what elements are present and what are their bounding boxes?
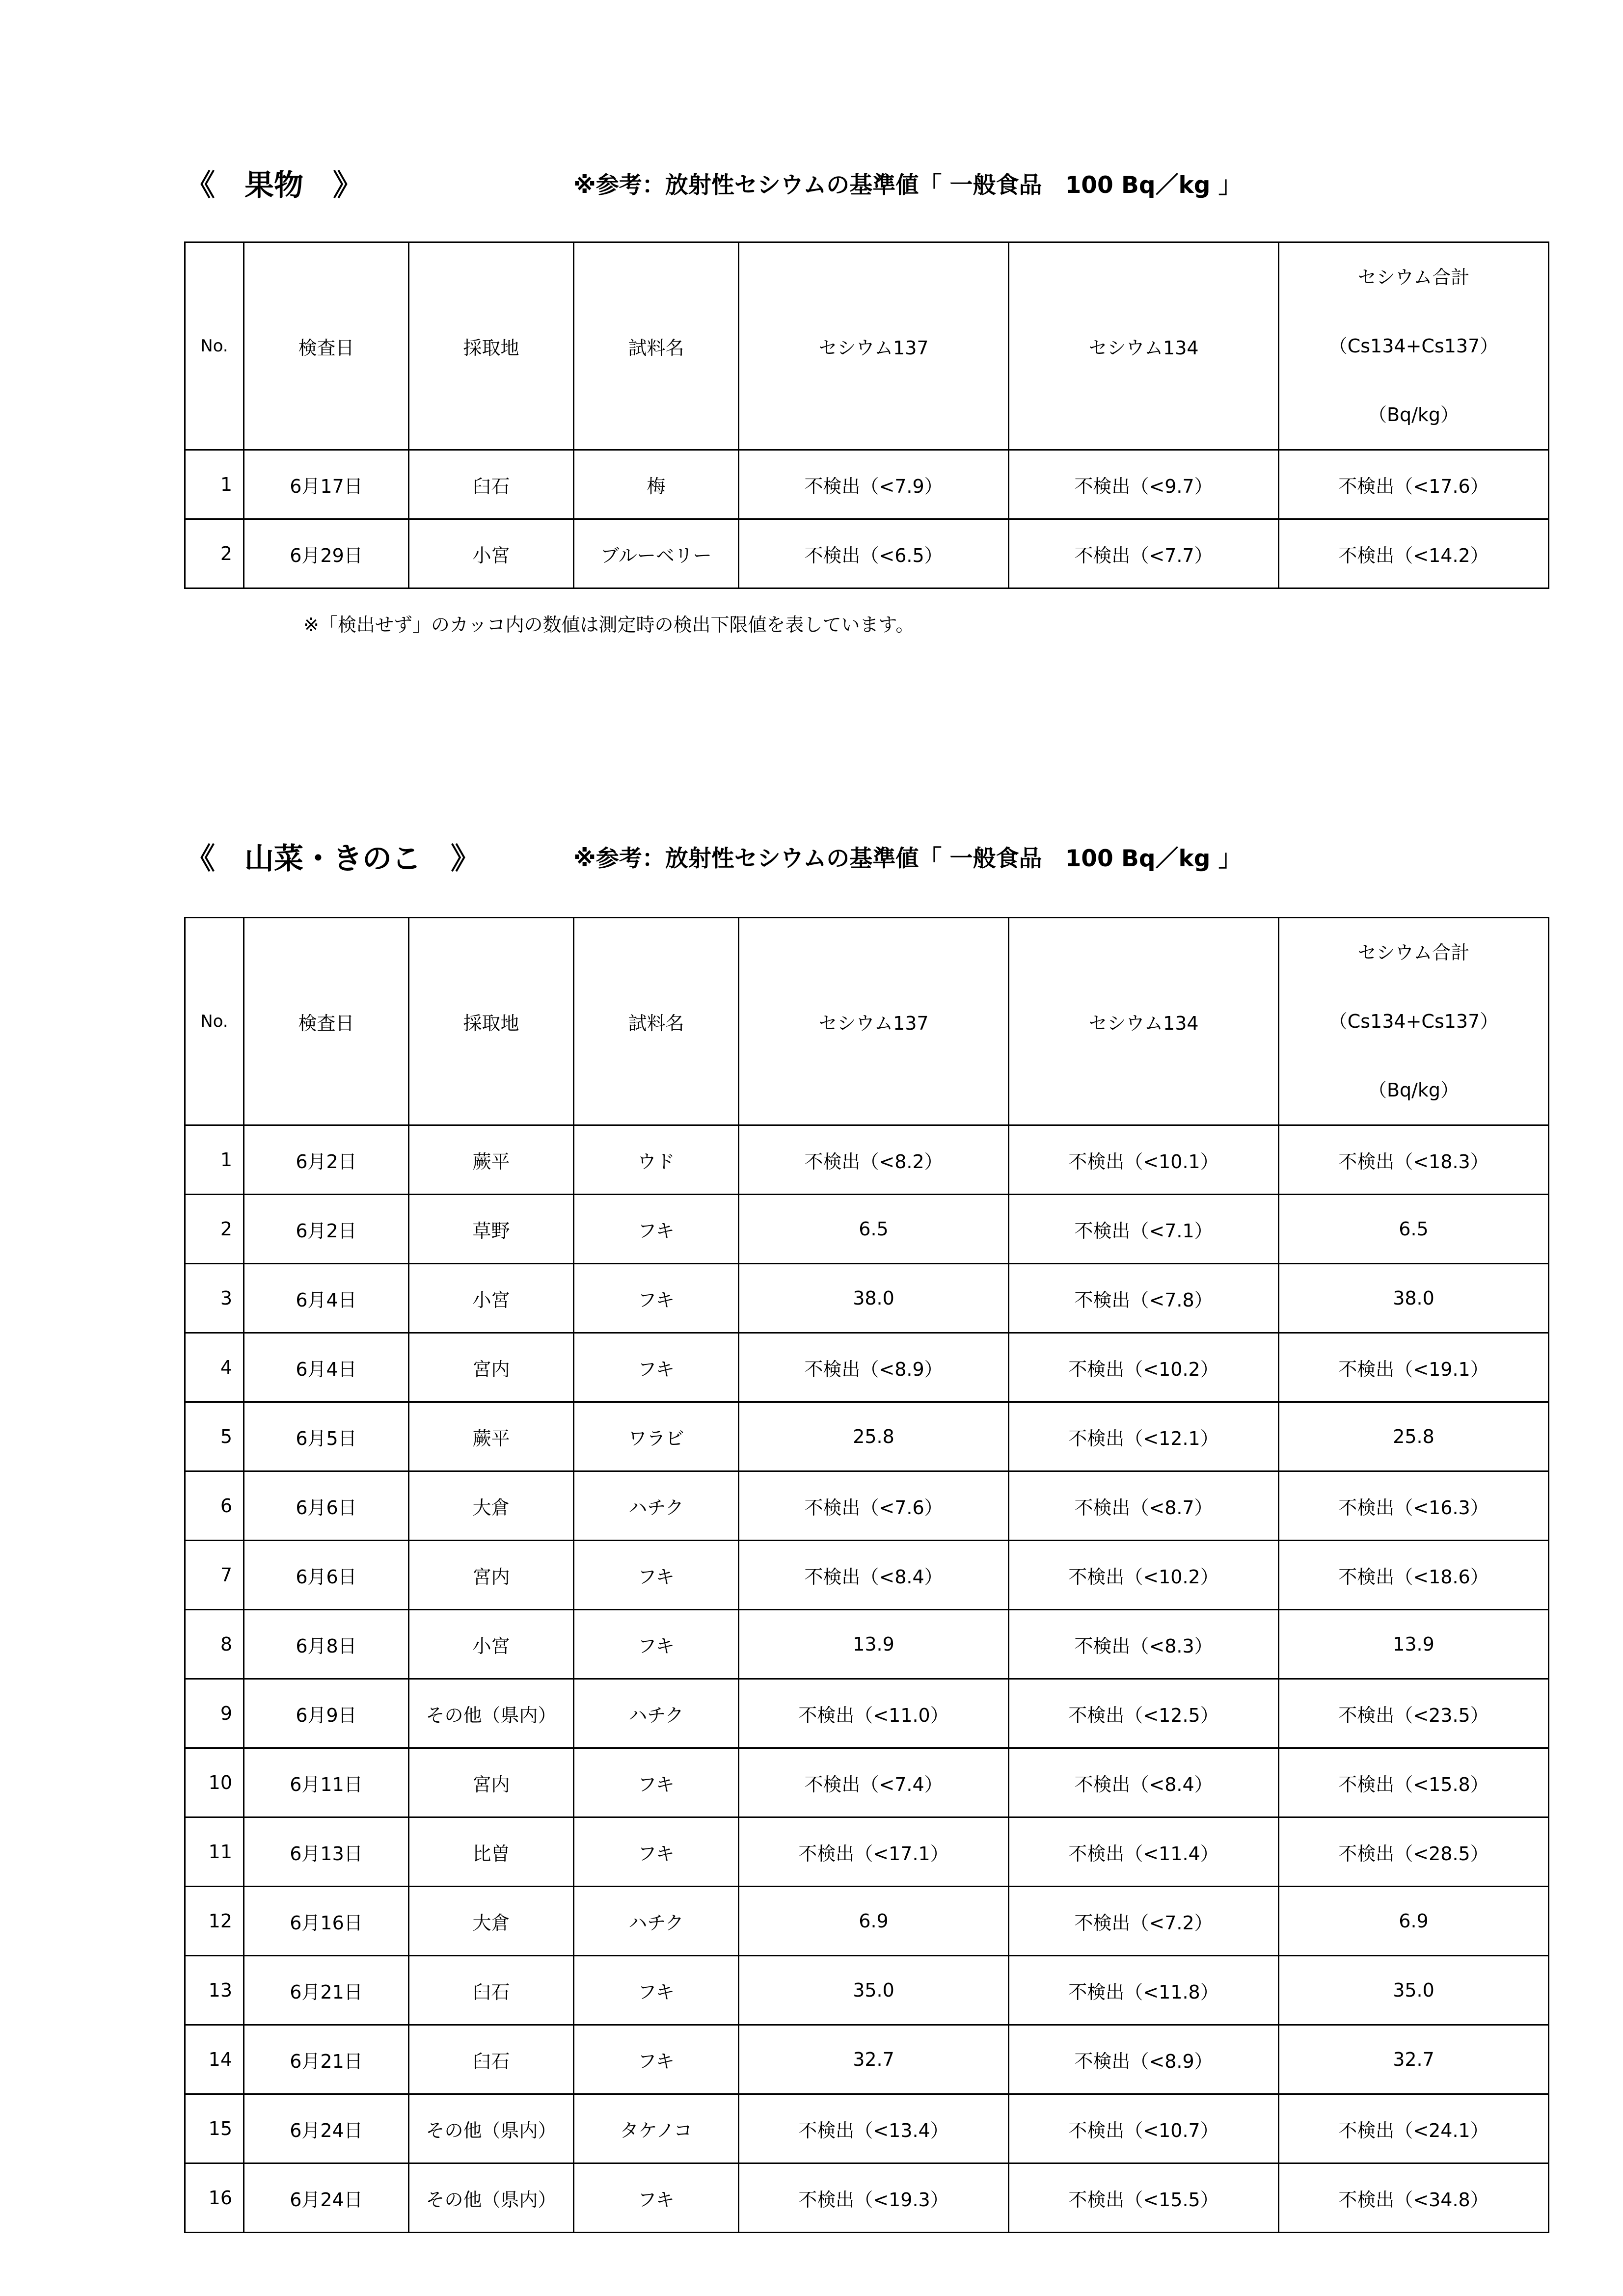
cell-total: 不検出（<18.6） [1279,1541,1549,1610]
table-header-row [185,918,1549,1125]
reference-note: ※参考：放射性セシウムの基準値「 一般食品 100 Bq／kg 」 [573,845,1242,872]
cell-date: 6月13日 [244,1817,409,1887]
cell-total: 25.8 [1279,1402,1549,1471]
cell-total: 不検出（<18.3） [1279,1125,1549,1195]
cell-total: 6.9 [1279,1887,1549,1956]
cell-cs134: 不検出（<10.1） [1009,1125,1279,1195]
cell-date: 6月16日 [244,1887,409,1956]
cell-location: 比曽 [409,1817,574,1887]
table-row [185,2094,1549,2163]
cell-sample: フキ [574,1817,739,1887]
cell-cs137: 6.5 [739,1195,1009,1264]
cell-cs134: 不検出（<15.5） [1009,2163,1279,2233]
cell-date: 6月11日 [244,1748,409,1817]
cell-total: 不検出（<19.1） [1279,1333,1549,1402]
cell-cs134: 不検出（<10.2） [1009,1333,1279,1402]
cell-no: 15 [185,2094,244,2163]
cell-cs137: 13.9 [739,1610,1009,1679]
cell-cs134: 不検出（<12.5） [1009,1679,1279,1748]
cell-cs137: 25.8 [739,1402,1009,1471]
table-row [185,1679,1549,1748]
cell-sample: フキ [574,1264,739,1333]
cell-no: 1 [185,1125,244,1195]
cell-location: 草野 [409,1195,574,1264]
header-location: 採取地 [409,918,574,1125]
cell-cs137: 不検出（<19.3） [739,2163,1009,2233]
header-cs137: セシウム137 [739,242,1009,450]
cell-location: 臼石 [409,2025,574,2094]
cell-no: 13 [185,1956,244,2025]
fruit-table [184,241,1549,589]
cell-location: その他（県内） [409,2094,574,2163]
header-total-formula: （Cs134+Cs137） [1328,335,1499,357]
cell-cs137: 38.0 [739,1264,1009,1333]
cell-date: 6月2日 [244,1125,409,1195]
cell-no: 2 [185,1195,244,1264]
cell-location: 宮内 [409,1333,574,1402]
cell-cs134: 不検出（<8.9） [1009,2025,1279,2094]
cell-cs137: 不検出（<13.4） [739,2094,1009,2163]
header-location: 採取地 [409,242,574,450]
cell-date: 6月24日 [244,2094,409,2163]
cell-no: 6 [185,1471,244,1541]
cell-total: 35.0 [1279,1956,1549,2025]
cell-no: 14 [185,2025,244,2094]
footnote: ※「検出せず」のカッコ内の数値は測定時の検出下限値を表しています。 [303,614,915,636]
cell-location: 小宮 [409,519,574,588]
cell-sample: ワラビ [574,1402,739,1471]
wild-veg-table-body [185,1125,1549,2233]
cell-date: 6月21日 [244,2025,409,2094]
cell-total: 不検出（<17.6） [1279,450,1549,519]
cell-total: 不検出（<34.8） [1279,2163,1549,2233]
header-sample: 試料名 [574,918,739,1125]
cell-cs134: 不検出（<7.7） [1009,519,1279,588]
table-row [185,1541,1549,1610]
cell-cs137: 不検出（<8.2） [739,1125,1009,1195]
cell-total: 不検出（<28.5） [1279,1817,1549,1887]
cell-location: 大倉 [409,1471,574,1541]
cell-cs137: 不検出（<7.9） [739,450,1009,519]
cell-no: 4 [185,1333,244,1402]
table-row [185,450,1549,519]
cell-date: 6月9日 [244,1679,409,1748]
cell-no: 8 [185,1610,244,1679]
cell-date: 6月8日 [244,1610,409,1679]
cell-total: 38.0 [1279,1264,1549,1333]
cell-date: 6月6日 [244,1541,409,1610]
cell-cs134: 不検出（<7.8） [1009,1264,1279,1333]
cell-no: 16 [185,2163,244,2233]
cell-total: 不検出（<14.2） [1279,519,1549,588]
cell-location: 宮内 [409,1541,574,1610]
cell-sample: ブルーベリー [574,519,739,588]
header-total-unit: （Bq/kg） [1368,404,1460,426]
cell-cs137: 不検出（<17.1） [739,1817,1009,1887]
cell-no: 11 [185,1817,244,1887]
cell-location: 臼石 [409,450,574,519]
cell-location: 小宮 [409,1264,574,1333]
table-row [185,1195,1549,1264]
cell-location: 蕨平 [409,1125,574,1195]
cell-cs134: 不検出（<11.8） [1009,1956,1279,2025]
cell-date: 6月2日 [244,1195,409,1264]
cell-location: 宮内 [409,1748,574,1817]
cell-cs137: 不検出（<11.0） [739,1679,1009,1748]
table-row [185,1264,1549,1333]
cell-location: その他（県内） [409,2163,574,2233]
cell-sample: フキ [574,1748,739,1817]
cell-sample: タケノコ [574,2094,739,2163]
header-no: No. [185,242,244,450]
cell-cs137: 35.0 [739,1956,1009,2025]
cell-sample: フキ [574,1956,739,2025]
cell-sample: 梅 [574,450,739,519]
cell-total: 不検出（<16.3） [1279,1471,1549,1541]
table-row [185,2163,1549,2233]
cell-date: 6月29日 [244,519,409,588]
header-cs134: セシウム134 [1009,242,1279,450]
cell-cs137: 不検出（<8.9） [739,1333,1009,1402]
cell-no: 2 [185,519,244,588]
cell-location: 大倉 [409,1887,574,1956]
header-cs137: セシウム137 [739,918,1009,1125]
header-total [1279,918,1549,1125]
cell-cs137: 6.9 [739,1887,1009,1956]
table-row [185,519,1549,588]
cell-date: 6月4日 [244,1264,409,1333]
cell-cs137: 不検出（<7.6） [739,1471,1009,1541]
table-row [185,1610,1549,1679]
wild-veg-table [184,917,1549,2233]
cell-date: 6月24日 [244,2163,409,2233]
cell-cs134: 不検出（<8.4） [1009,1748,1279,1817]
cell-date: 6月17日 [244,450,409,519]
cell-total: 不検出（<15.8） [1279,1748,1549,1817]
header-date: 検査日 [244,242,409,450]
cell-cs134: 不検出（<7.1） [1009,1195,1279,1264]
cell-cs137: 不検出（<6.5） [739,519,1009,588]
cell-sample: フキ [574,2163,739,2233]
section-title: 《 果物 》 [186,168,362,203]
header-sample: 試料名 [574,242,739,450]
table-row [185,1748,1549,1817]
cell-total: 不検出（<23.5） [1279,1679,1549,1748]
cell-cs134: 不検出（<9.7） [1009,450,1279,519]
header-total-unit: （Bq/kg） [1368,1079,1460,1101]
cell-date: 6月4日 [244,1333,409,1402]
cell-no: 9 [185,1679,244,1748]
cell-no: 3 [185,1264,244,1333]
cell-sample: ハチク [574,1887,739,1956]
table-row [185,1402,1549,1471]
table-row [185,1817,1549,1887]
cell-no: 5 [185,1402,244,1471]
cell-date: 6月5日 [244,1402,409,1471]
cell-sample: ハチク [574,1471,739,1541]
cell-sample: ハチク [574,1679,739,1748]
header-no: No. [185,918,244,1125]
cell-sample: フキ [574,2025,739,2094]
section-title: 《 山菜・きのこ 》 [186,842,480,876]
cell-sample: フキ [574,1541,739,1610]
cell-cs134: 不検出（<12.1） [1009,1402,1279,1471]
header-total-label: セシウム合計 [1357,942,1470,963]
cell-no: 12 [185,1887,244,1956]
cell-date: 6月6日 [244,1471,409,1541]
cell-total: 不検出（<24.1） [1279,2094,1549,2163]
header-date: 検査日 [244,918,409,1125]
cell-cs137: 不検出（<7.4） [739,1748,1009,1817]
table-row [185,1125,1549,1195]
cell-sample: ウド [574,1125,739,1195]
cell-cs134: 不検出（<10.2） [1009,1541,1279,1610]
header-total-formula: （Cs134+Cs137） [1328,1011,1499,1032]
fruit-section-heading [0,156,1623,215]
cell-no: 10 [185,1748,244,1817]
table-row [185,1471,1549,1541]
header-cs134: セシウム134 [1009,918,1279,1125]
cell-location: 蕨平 [409,1402,574,1471]
cell-sample: フキ [574,1195,739,1264]
table-row [185,1887,1549,1956]
cell-no: 7 [185,1541,244,1610]
table-header-row [185,242,1549,450]
wild-veg-section-heading [0,829,1623,888]
cell-location: 臼石 [409,1956,574,2025]
table-row [185,1956,1549,2025]
cell-cs134: 不検出（<7.2） [1009,1887,1279,1956]
cell-cs137: 32.7 [739,2025,1009,2094]
cell-total: 32.7 [1279,2025,1549,2094]
cell-sample: フキ [574,1333,739,1402]
cell-date: 6月21日 [244,1956,409,2025]
cell-cs134: 不検出（<10.7） [1009,2094,1279,2163]
cell-cs134: 不検出（<8.3） [1009,1610,1279,1679]
table-row [185,2025,1549,2094]
header-total-label: セシウム合計 [1357,267,1470,288]
cell-no: 1 [185,450,244,519]
cell-cs137: 不検出（<8.4） [739,1541,1009,1610]
cell-location: その他（県内） [409,1679,574,1748]
cell-cs134: 不検出（<8.7） [1009,1471,1279,1541]
cell-cs134: 不検出（<11.4） [1009,1817,1279,1887]
cell-location: 小宮 [409,1610,574,1679]
cell-total: 13.9 [1279,1610,1549,1679]
cell-total: 6.5 [1279,1195,1549,1264]
reference-note: ※参考：放射性セシウムの基準値「 一般食品 100 Bq／kg 」 [573,172,1242,199]
table-row [185,1333,1549,1402]
header-total [1279,242,1549,450]
cell-sample: フキ [574,1610,739,1679]
